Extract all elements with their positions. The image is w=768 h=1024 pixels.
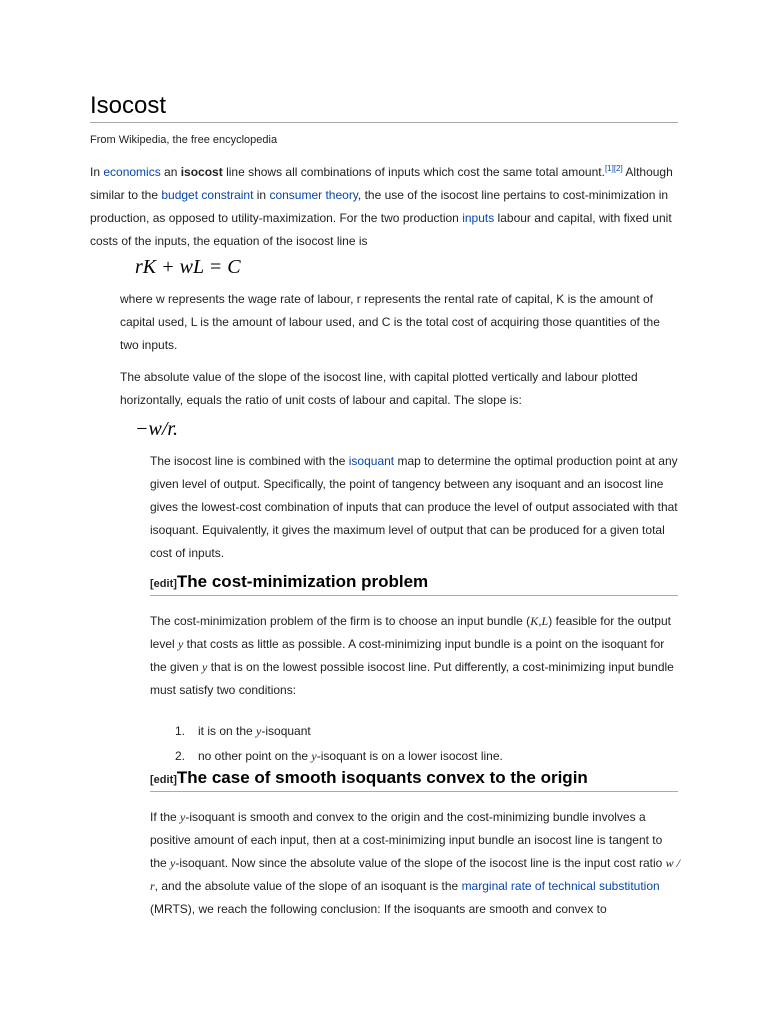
text: The cost-minimization problem of the firm is to choose an input bundle ( [150, 614, 531, 628]
smooth-isoquants-paragraph [150, 806, 680, 921]
text: no other point on the [198, 749, 312, 763]
bracket: ] [173, 578, 177, 590]
text: , and the absolute value of the slope of an isoquant is the [154, 879, 462, 893]
text: map to determine the optimal production point at any given level of output. Specifically, the point of tangency between any isoquant and an isocost line gives the lowest-cost combination of inputs that can produce the level of output associated with that isoquant. Equivalently, it gives the maximum level of output that can be produced for a given total cost of inputs. [150, 454, 678, 560]
text: (MRTS), we reach the following conclusion: If the isoquants are smooth and convex to [150, 902, 607, 916]
section-heading-cost-minimization [150, 572, 428, 592]
section-title: The cost-minimization problem [176, 572, 429, 591]
intro-paragraph [90, 157, 680, 253]
section-heading-smooth-isoquants [150, 768, 588, 788]
link-economics[interactable]: economics [103, 165, 161, 179]
text: ) feasible for the output level [150, 614, 671, 651]
math-var: y [202, 660, 208, 674]
bold-term-isocost: isocost [180, 165, 223, 179]
text: labour and capital, with fixed unit costs of the inputs, the equation of the isocost line is [90, 211, 672, 248]
section-divider [150, 595, 678, 596]
link-consumer-theory[interactable]: consumer theory [269, 188, 358, 202]
title-divider [90, 122, 678, 123]
list-item [150, 719, 503, 744]
text: -isoquant is smooth and convex to the origin and the cost-minimizing bundle involves a positive amount of each input, then at a cost-minimizing input bundle an isocost line is tangent to the [150, 810, 663, 870]
text: in [253, 188, 270, 202]
text: The isocost line is combined with the [150, 454, 349, 468]
cost-minimization-paragraph [150, 610, 680, 702]
where-paragraph: where w represents the wage rate of labour, r represents the rental rate of capital, K is the amount of capital used, L is the amount of labour used, and C is the total cost of acquiring those quantities of the two inputs. [120, 292, 660, 352]
bracket: ] [173, 774, 177, 786]
text: Although similar to the [90, 165, 673, 202]
slope-paragraph: The absolute value of the slope of the isocost line, with capital plotted vertically and labour plotted horizontally, equals the ratio of unit costs of labour and capital. The slope is: [120, 370, 638, 407]
combined-paragraph [150, 450, 680, 565]
isocost-equation: rK + wL = C [135, 256, 241, 278]
math-var: y [170, 856, 176, 870]
math-var: y [180, 810, 186, 824]
math-var: y [311, 749, 317, 763]
text: that is on the lowest possible isocost line. Put differently, a cost-minimizing input bundle must satisfy two conditions: [150, 660, 674, 697]
edit-link[interactable]: edit [153, 578, 174, 590]
text: an [160, 165, 181, 179]
text: In [90, 165, 104, 179]
text: it is on the [198, 724, 257, 738]
list-number: 2. [175, 749, 186, 763]
text: that costs as little as possible. A cost-minimizing input bundle is a point on the isoquant for the given [150, 637, 665, 674]
reference-links[interactable]: [1][2] [604, 164, 623, 173]
math-var: y [256, 724, 262, 738]
list-item [150, 744, 503, 769]
bracket: [ [150, 774, 154, 786]
link-mrts[interactable]: marginal rate of technical substitution [461, 879, 660, 893]
link-budget-constraint[interactable]: budget constraint [161, 188, 254, 202]
text: If the [150, 810, 181, 824]
slope-equation: −w/r. [135, 418, 178, 440]
bracket: [ [150, 578, 154, 590]
text: , [538, 614, 542, 628]
text: line shows all combinations of inputs which cost the same total amount. [222, 165, 605, 179]
list-number: 1. [175, 724, 186, 738]
section-divider [150, 791, 678, 792]
conditions-list [150, 719, 503, 769]
text: -isoquant [261, 724, 311, 738]
math-var: K [530, 614, 539, 628]
link-isoquant[interactable]: isoquant [348, 454, 395, 468]
text: -isoquant. Now since the absolute value of the slope of the isocost line is the input cost ratio [175, 856, 666, 870]
text: , the use of the isocost line pertains to cost-minimization in production, as opposed to utility-maximization. For the two production [90, 188, 669, 225]
page-title: Isocost [90, 92, 167, 119]
section-title: The case of smooth isoquants convex to the origin [176, 768, 588, 787]
site-tagline: From Wikipedia, the free encyclopedia [90, 134, 278, 146]
edit-link[interactable]: edit [153, 774, 174, 786]
math-var: y [178, 637, 184, 651]
math-var: L [541, 614, 549, 628]
link-inputs[interactable]: inputs [462, 211, 495, 225]
math-ratio: w / r [150, 856, 680, 893]
text: -isoquant is on a lower isocost line. [316, 749, 503, 763]
